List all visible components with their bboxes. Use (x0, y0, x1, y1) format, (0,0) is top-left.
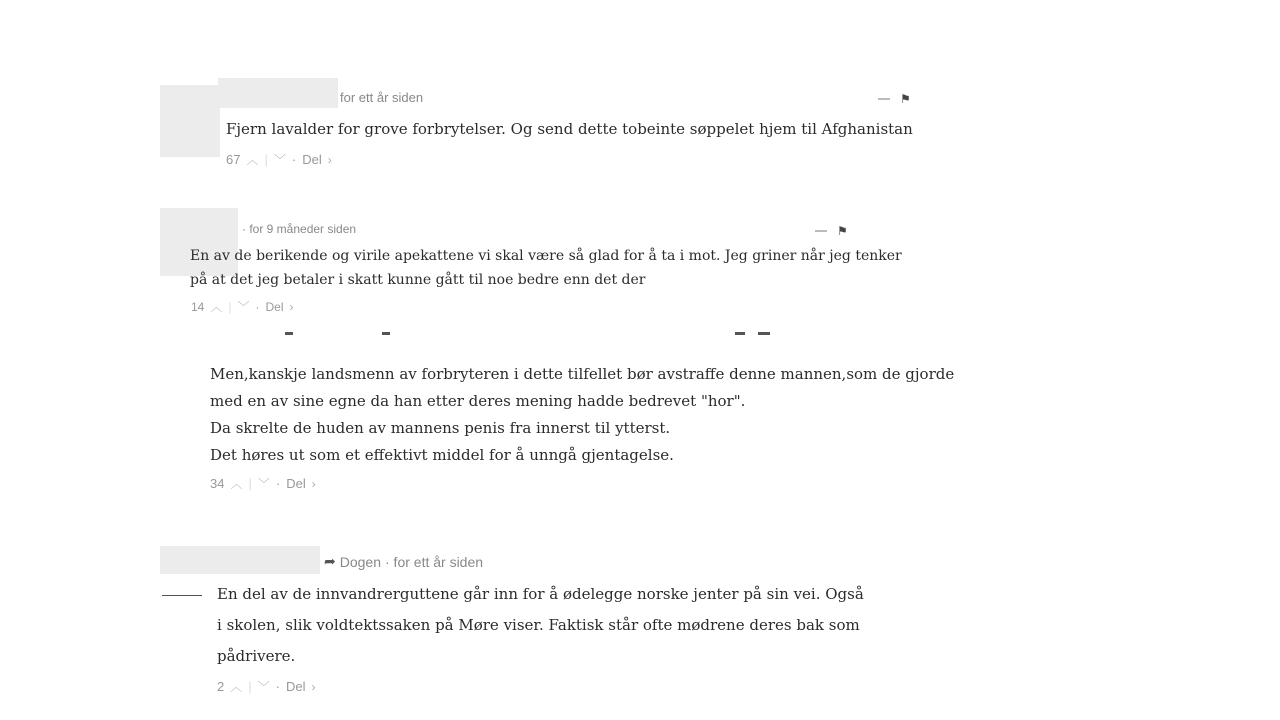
comment-text-line: Det høres ut som et effektivt middel for å unngå gjentagelse. (210, 446, 674, 464)
comment-text-line: En del av de innvandrerguttene går inn for å ødelegge norske jenter på sin vei. Også (217, 585, 864, 603)
chevron-right-icon: › (289, 299, 294, 314)
chevron-right-icon: › (311, 476, 316, 491)
redacted-username (218, 78, 338, 108)
collapse-icon[interactable] (878, 98, 890, 100)
collapse-icon[interactable] (815, 230, 827, 232)
comment-text-line: Fjern lavalder for grove forbrytelser. Og send dette tobeinte søppelet hjem til Afghanistan (226, 120, 913, 138)
dot-separator: · (255, 299, 260, 314)
redacted-username (160, 546, 320, 574)
vote-count: 34 (210, 476, 225, 491)
share-link[interactable]: Del (265, 299, 284, 314)
divider: | (264, 152, 268, 167)
chevron-down-icon[interactable]: ﹀ (273, 153, 286, 167)
chevron-up-icon[interactable]: ︿ (210, 300, 223, 314)
chevron-down-icon[interactable]: ﹀ (257, 680, 270, 694)
redacted-username (160, 208, 238, 276)
comment-text-line: pådrivere. (217, 647, 296, 665)
share-link[interactable]: Del (286, 679, 306, 694)
dot-separator: · (291, 152, 297, 167)
comment-text-line: på at det jeg betaler i skatt kunne gått til noe bedre enn det der (190, 272, 646, 288)
flag-icon[interactable]: ⚑ (837, 224, 848, 238)
dot-separator: · (275, 679, 280, 694)
divider: | (248, 476, 252, 491)
divider: | (248, 679, 252, 694)
flag-icon[interactable]: ⚑ (900, 92, 911, 106)
redacted-username (160, 85, 220, 157)
share-link[interactable]: Del (302, 152, 322, 167)
vote-count: 67 (226, 152, 241, 167)
comment-time: · for ett år siden (385, 553, 484, 570)
comment-text-line: En av de berikende og virile apekattene vi skal være så glad for å ta i mot. Jeg griner når jeg tenker (190, 248, 902, 264)
comment-text-line: Men,kanskje landsmenn av forbryteren i dette tilfellet bør avstraffe denne mannen,som de gjorde (210, 365, 955, 383)
chevron-down-icon[interactable]: ﹀ (257, 477, 270, 491)
vote-count: 14 (191, 299, 205, 314)
divider: | (228, 299, 232, 314)
comment-time: · for 9 måneder siden (242, 222, 357, 236)
share-link[interactable]: Del (286, 476, 306, 491)
chevron-up-icon[interactable]: ︿ (230, 680, 243, 694)
chevron-up-icon[interactable]: ︿ (246, 153, 259, 167)
dot-separator: · (275, 476, 281, 491)
comment-text-line: i skolen, slik voldtektssaken på Møre viser. Faktisk står ofte mødrene deres bak som (217, 616, 860, 634)
comment-text-line: med en av sine egne da han etter deres mening hadde bedrevet "hor". (210, 392, 746, 410)
chevron-right-icon: › (327, 152, 332, 167)
chevron-up-icon[interactable]: ︿ (230, 477, 243, 491)
chevron-down-icon[interactable]: ﹀ (237, 300, 250, 314)
vote-count: 2 (217, 679, 225, 694)
reply-arrow-icon: ➦ (324, 553, 336, 569)
comment-time: for ett år siden (340, 90, 424, 105)
chevron-right-icon: › (311, 679, 316, 694)
comment-text-line: Da skrelte de huden av mannens penis fra innerst til ytterst. (210, 419, 671, 437)
indent-line (162, 595, 202, 596)
reply-to-name[interactable]: Dogen (339, 553, 381, 570)
